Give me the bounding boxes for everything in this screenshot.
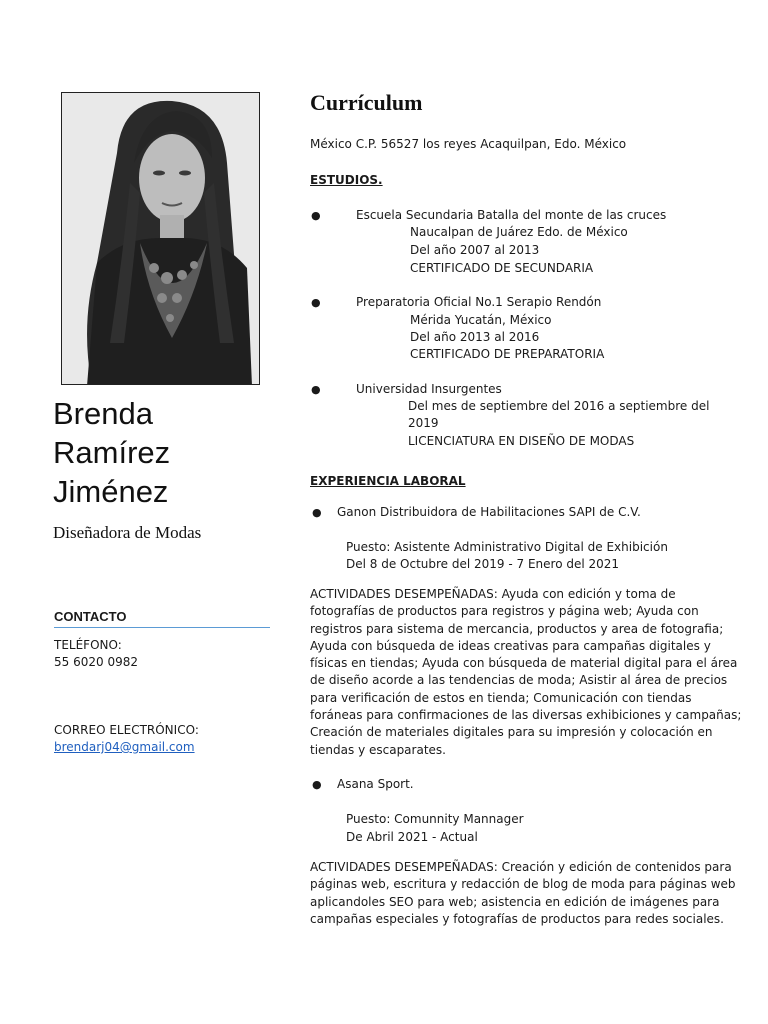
studies-heading: ESTUDIOS. [310, 173, 383, 187]
job-1-position: Puesto: Asistente Administrativo Digital de Exhibición [346, 540, 668, 554]
bullet-icon: ● [312, 778, 322, 791]
job-title: Diseñadora de Modas [53, 523, 202, 542]
study-3-school: Universidad Insurgentes [356, 382, 502, 396]
job-2-position: Puesto: Comunnity Mannager [346, 812, 524, 826]
study-3-cert: LICENCIATURA EN DISEÑO DE MODAS [408, 434, 635, 448]
phone-label: TELÉFONO: [54, 638, 122, 652]
name-line-3: Jiménez [53, 474, 169, 509]
bullet-icon: ● [311, 209, 321, 222]
study-2-school: Preparatoria Oficial No.1 Serapio Rendón [356, 295, 602, 309]
phone-value: 55 6020 0982 [54, 655, 138, 669]
study-3-years-1: Del mes de septiembre del 2016 a septiembre del [408, 399, 710, 413]
study-2-cert: CERTIFICADO DE PREPARATORIA [410, 347, 605, 361]
study-1-place: Naucalpan de Juárez Edo. de México [410, 225, 628, 239]
profile-photo [61, 92, 260, 385]
name-line-1: Brenda [53, 396, 153, 431]
name-line-2: Ramírez [53, 435, 171, 470]
job-2-company: Asana Sport. [337, 777, 414, 791]
study-1-years: Del año 2007 al 2013 [410, 243, 540, 257]
study-2-place: Mérida Yucatán, México [410, 313, 552, 327]
bullet-icon: ● [311, 296, 321, 309]
bullet-icon: ● [312, 506, 322, 519]
study-1-cert: CERTIFICADO DE SECUNDARIA [410, 261, 594, 275]
bullet-icon: ● [311, 383, 321, 396]
address: México C.P. 56527 los reyes Acaquilpan, Edo. México [310, 137, 627, 151]
job-2-period: De Abril 2021 - Actual [346, 830, 478, 844]
email-link[interactable]: brendarj04@gmail.com [54, 740, 195, 754]
job-1-activities: ACTIVIDADES DESEMPEÑADAS: Ayuda con edición y toma de fotografías de productos para registros y página web; Ayuda con registros para sistema de mercancia, productos y area de fotografia; Ayuda con búsqueda de ideas creativas para campañas digitales y físicas en tiendas; Ayuda con búsqueda de material digital para el área de diseño acorde a las tendencias de moda; Asistir al área de precios para verificación de estos en tienda; Comunicación con tiendas foráneas para confirmaciones de las diversas exhibiciones y campañas; Creación de materiales digitales para su impresión y colocación en tiendas y escaparates. [310, 587, 742, 757]
contact-heading: CONTACTO [54, 609, 270, 628]
document-title: Currículum [310, 90, 423, 115]
job-2-activities: ACTIVIDADES DESEMPEÑADAS: Creación y edición de contenidos para páginas web, escritura y redacción de blog de moda para páginas web aplicandoles SEO para web; asistencia en edición de imágenes para campañas especiales y fotografías de productos para redes sociales. [310, 860, 736, 926]
job-1-period: Del 8 de Octubre del 2019 - 7 Enero del 2021 [346, 557, 620, 571]
study-1-school: Escuela Secundaria Batalla del monte de las cruces [356, 208, 667, 222]
candidate-name [53, 394, 268, 511]
job-1-company: Ganon Distribuidora de Habilitaciones SAPI de C.V. [337, 505, 641, 519]
study-2-years: Del año 2013 al 2016 [410, 330, 540, 344]
email-label: CORREO ELECTRÓNICO: [54, 723, 199, 737]
experience-heading: EXPERIENCIA LABORAL [310, 474, 466, 488]
study-3-years-2: 2019 [408, 416, 439, 430]
